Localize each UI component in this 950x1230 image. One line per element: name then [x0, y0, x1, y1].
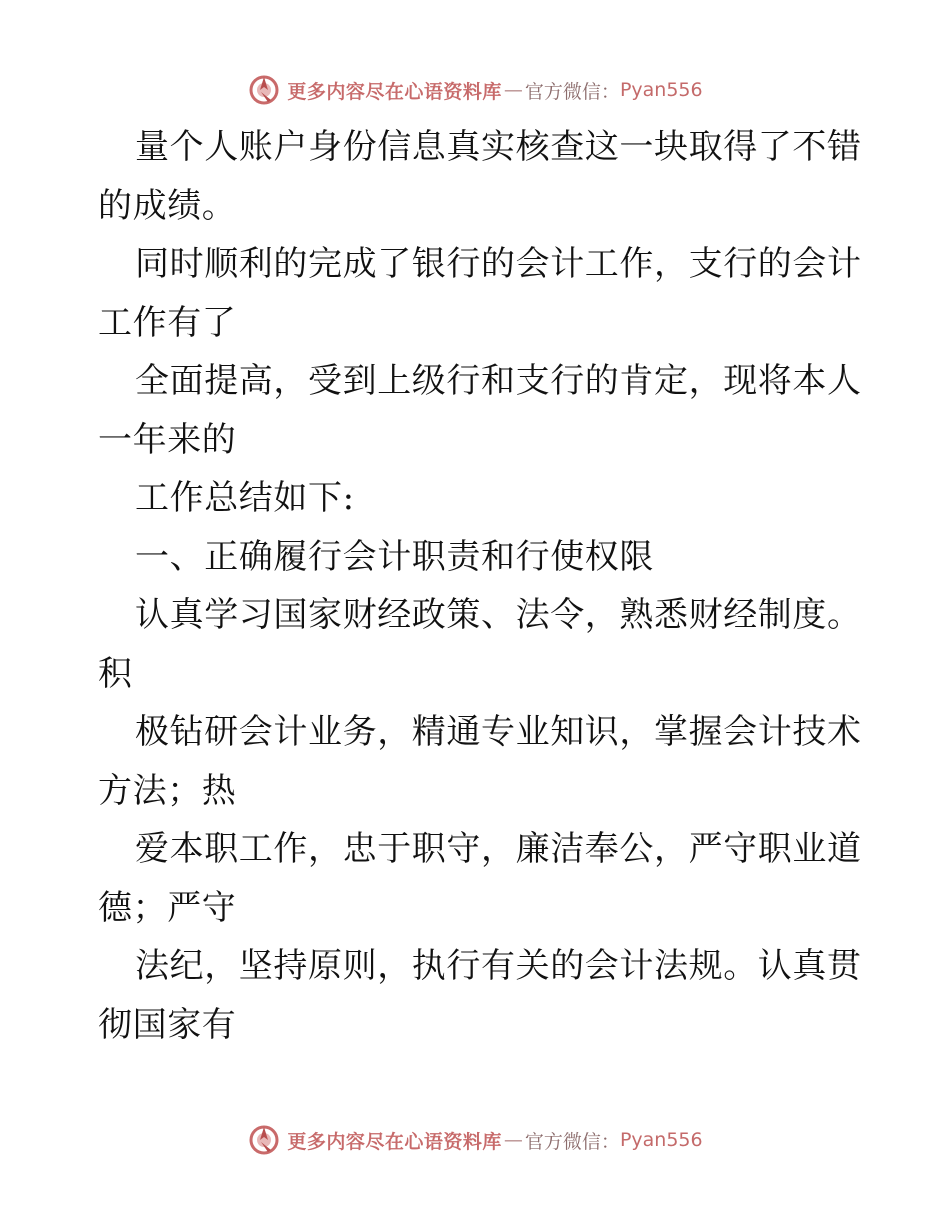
watermark-wechat-id: Pyan556 [619, 1129, 703, 1151]
text-line: 的成绩。 [98, 185, 237, 226]
text-line: 认真学习国家财经政策、法令，熟悉财经制度。 [135, 595, 862, 635]
watermark-wechat-id: Pyan556 [619, 79, 703, 101]
text-line: 彻国家有 [98, 1004, 237, 1045]
text-line: 量个人账户身份信息真实核查这一块取得了不错 [135, 127, 862, 167]
text-line: 方法；热 [98, 770, 237, 811]
text-line: 爱本职工作，忠于职守，廉洁奉公，严守职业道 [135, 829, 862, 869]
text-line: 法纪，坚持原则，执行有关的会计法规。认真贯 [135, 946, 862, 986]
section-heading: 一、正确履行会计职责和行使权限 [135, 536, 654, 577]
logo-icon [247, 1123, 281, 1157]
text-line: 工作总结如下: [135, 478, 355, 518]
watermark-official-label: 官方微信： [524, 80, 620, 103]
text-line: 德；严守 [98, 887, 237, 928]
watermark-main-text: 更多内容尽在心语资料库 [287, 80, 502, 103]
text-line: 全面提高，受到上级行和支行的肯定，现将本人 [135, 361, 862, 401]
header-watermark [0, 70, 950, 110]
logo-icon [247, 73, 281, 107]
text-line: 极钻研会计业务，精通专业知识，掌握会计技术 [135, 712, 862, 752]
watermark-official-label: 官方微信： [524, 1130, 620, 1153]
document-body [98, 118, 868, 1054]
text-line: 工作有了 [98, 302, 237, 343]
text-line: 同时顺利的完成了银行的会计工作，支行的会计 [135, 244, 862, 284]
watermark-main-text: 更多内容尽在心语资料库 [287, 1130, 502, 1153]
text-line: 积 [98, 653, 133, 694]
footer-watermark [0, 1120, 950, 1160]
watermark-dash: — [503, 1129, 523, 1151]
watermark-dash: — [503, 79, 523, 101]
text-line: 一年来的 [98, 419, 237, 460]
